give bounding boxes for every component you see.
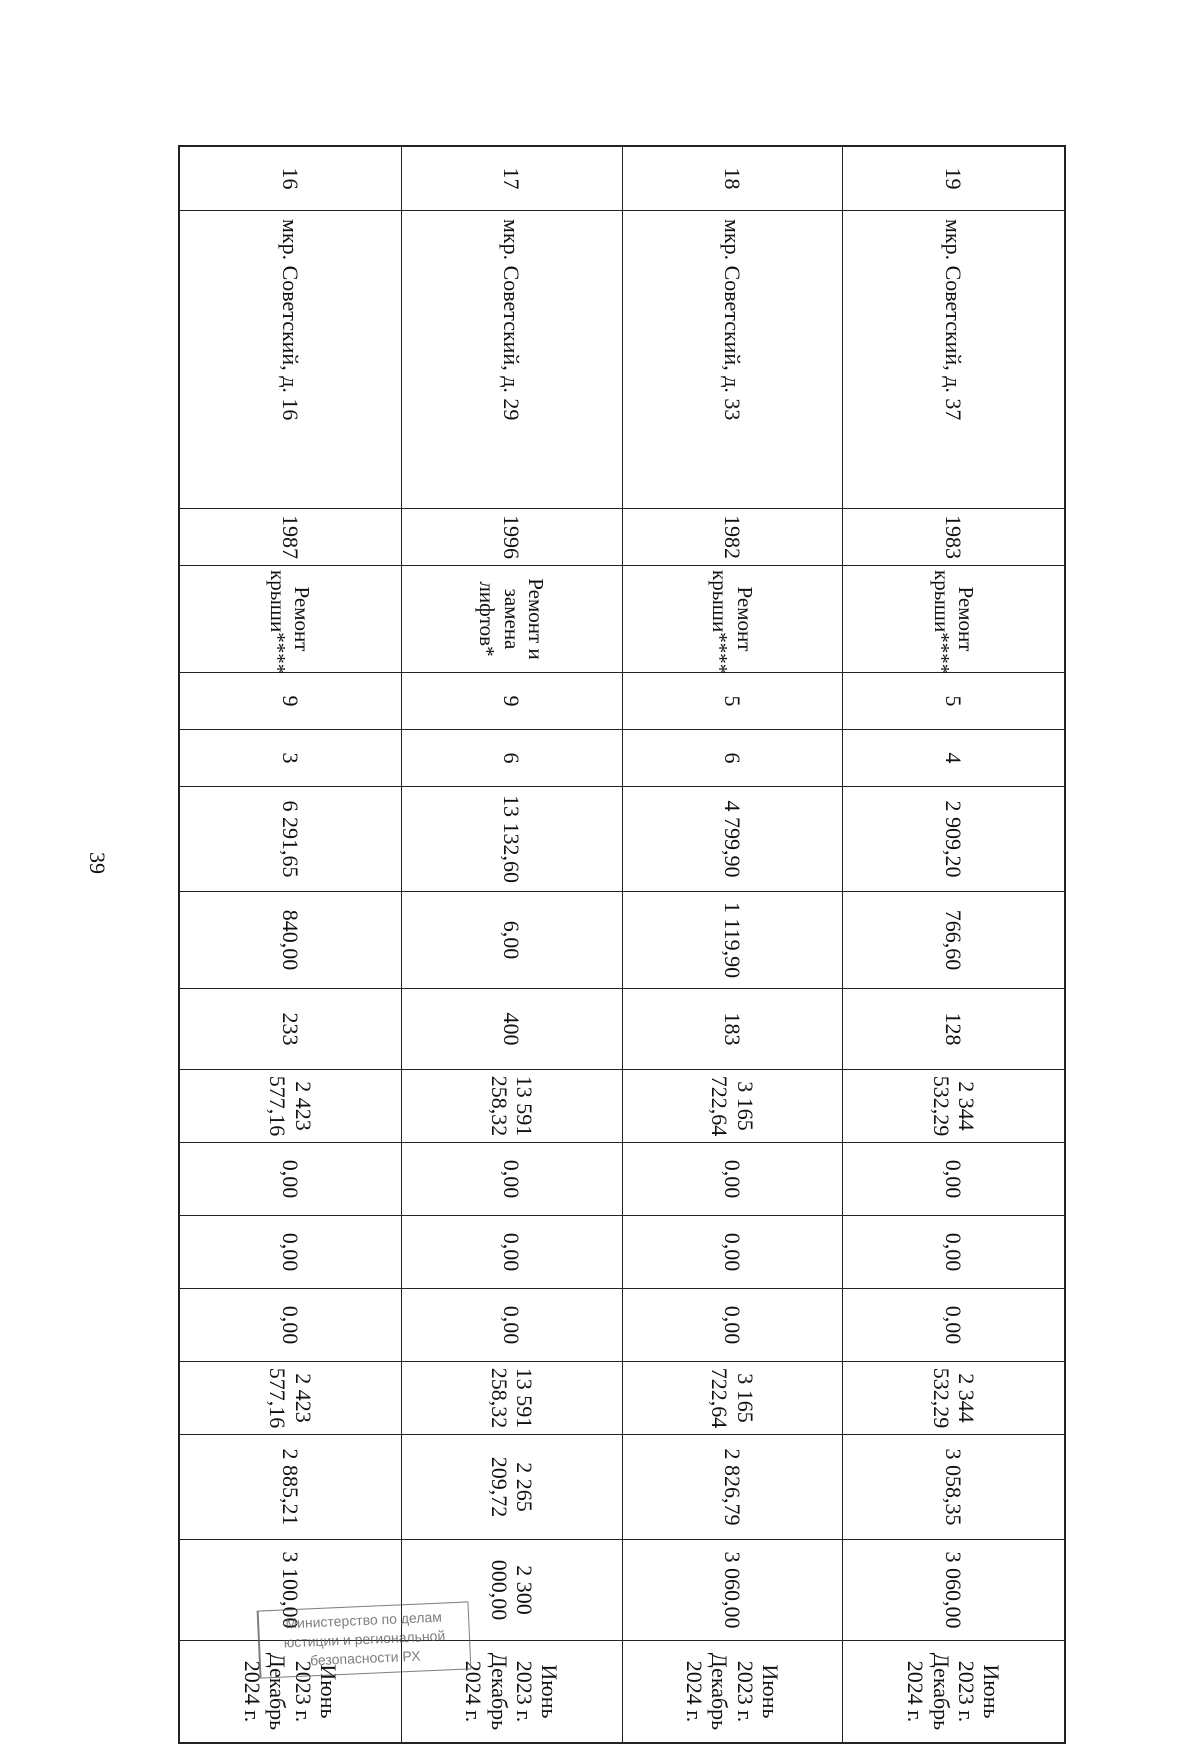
entrances-cell: 6 (401, 730, 622, 787)
address-cell: мкр. Советский, д. 29 (401, 211, 622, 509)
period-end: Декабрь 2024 г. (903, 1652, 954, 1731)
unit-cost-cell: 2 885,21 (179, 1435, 401, 1540)
total-area-cell: 2 909,20 (843, 787, 1065, 892)
cost-zero-cell: 0,00 (179, 1143, 401, 1216)
limit-cell: 3 100,00 (179, 1540, 401, 1641)
table-row (622, 146, 843, 1743)
fund-cell: 2 423 577,16 (179, 1362, 401, 1435)
entrances-cell: 6 (622, 730, 843, 787)
table-row (179, 146, 401, 1743)
stamp-line-2: юстиции и региональной (283, 1627, 446, 1651)
floors-cell: 9 (179, 673, 401, 730)
year-cell: 1996 (401, 509, 622, 566)
residents-cell: 233 (179, 989, 401, 1070)
row-index: 19 (843, 146, 1065, 211)
cost-zero-cell: 0,00 (179, 1289, 401, 1362)
repair-program-table (178, 145, 1066, 1744)
table-row (401, 146, 622, 1743)
residents-cell: 128 (843, 989, 1065, 1070)
limit-cell: 3 060,00 (622, 1540, 843, 1641)
fund-cell: 2 344 532,29 (843, 1362, 1065, 1435)
limit-cell: 2 300 000,00 (401, 1540, 622, 1641)
cost-zero-cell: 0,00 (843, 1216, 1065, 1289)
cost-zero-cell: 0,00 (179, 1216, 401, 1289)
unit-cost-cell: 3 058,35 (843, 1435, 1065, 1540)
entrances-cell: 4 (843, 730, 1065, 787)
living-area-cell: 1 119,90 (622, 892, 843, 989)
period-end: Декабрь 2024 г. (239, 1652, 291, 1731)
residents-cell: 400 (401, 989, 622, 1070)
cost-total-cell: 2 423 577,16 (179, 1070, 401, 1143)
period-start: Июнь 2023 г. (511, 1660, 563, 1723)
living-area-cell: 840,00 (179, 892, 401, 989)
fund-cell: 13 591 258,32 (401, 1362, 622, 1435)
cost-total-cell: 3 165 722,64 (622, 1070, 843, 1143)
cost-zero-cell: 0,00 (622, 1216, 843, 1289)
period-start: Июнь 2023 г. (954, 1660, 1005, 1723)
floors-cell: 9 (401, 673, 622, 730)
total-area-cell: 4 799,90 (622, 787, 843, 892)
cost-total-cell: 13 591 258,32 (401, 1070, 622, 1143)
address-cell: мкр. Советский, д. 37 (843, 211, 1065, 509)
unit-cost-cell: 2 826,79 (622, 1435, 843, 1540)
cost-zero-cell: 0,00 (622, 1289, 843, 1362)
cost-zero-cell: 0,00 (843, 1289, 1065, 1362)
year-cell: 1983 (843, 509, 1065, 566)
table-row (843, 146, 1065, 1743)
period-end: Декабрь 2024 г. (461, 1652, 512, 1731)
row-index: 17 (401, 146, 622, 211)
total-area-cell: 13 132,60 (401, 787, 622, 892)
cost-zero-cell: 0,00 (622, 1143, 843, 1216)
total-area-cell: 6 291,65 (179, 787, 401, 892)
period-start: Июнь 2023 г. (290, 1660, 341, 1723)
official-stamp (257, 1601, 472, 1678)
limit-cell: 3 060,00 (843, 1540, 1065, 1641)
row-index: 18 (622, 146, 843, 211)
work-type-cell: Ремонт и замена лифтов* (401, 566, 622, 673)
address-cell: мкр. Советский, д. 16 (179, 211, 401, 509)
floors-cell: 5 (622, 673, 843, 730)
floors-cell: 5 (843, 673, 1065, 730)
year-cell: 1987 (179, 509, 401, 566)
period-cell (843, 1641, 1065, 1744)
fund-cell: 3 165 722,64 (622, 1362, 843, 1435)
period-cell (622, 1641, 843, 1744)
living-area-cell: 766,60 (843, 892, 1065, 989)
unit-cost-cell: 2 265 209,72 (401, 1435, 622, 1540)
entrances-cell: 3 (179, 730, 401, 787)
work-type-cell: Ремонт крыши**** (843, 566, 1065, 673)
living-area-cell: 6,00 (401, 892, 622, 989)
cost-total-cell: 2 344 532,29 (843, 1070, 1065, 1143)
work-type-cell: Ремонт крыши**** (622, 566, 843, 673)
stamp-line-3: безопасности РХ (309, 1647, 421, 1669)
row-index: 16 (179, 146, 401, 211)
cost-zero-cell: 0,00 (401, 1216, 622, 1289)
residents-cell: 183 (622, 989, 843, 1070)
period-end: Декабрь 2024 г. (682, 1652, 733, 1731)
work-type-cell: Ремонт крыши**** (179, 566, 401, 673)
address-cell: мкр. Советский, д. 33 (622, 211, 843, 509)
year-cell: 1982 (622, 509, 843, 566)
period-start: Июнь 2023 г. (732, 1660, 784, 1723)
cost-zero-cell: 0,00 (401, 1143, 622, 1216)
cost-zero-cell: 0,00 (401, 1289, 622, 1362)
page-number: 39 (85, 852, 110, 874)
cost-zero-cell: 0,00 (843, 1143, 1065, 1216)
stamp-line-1: Министерство по делам (285, 1608, 443, 1632)
